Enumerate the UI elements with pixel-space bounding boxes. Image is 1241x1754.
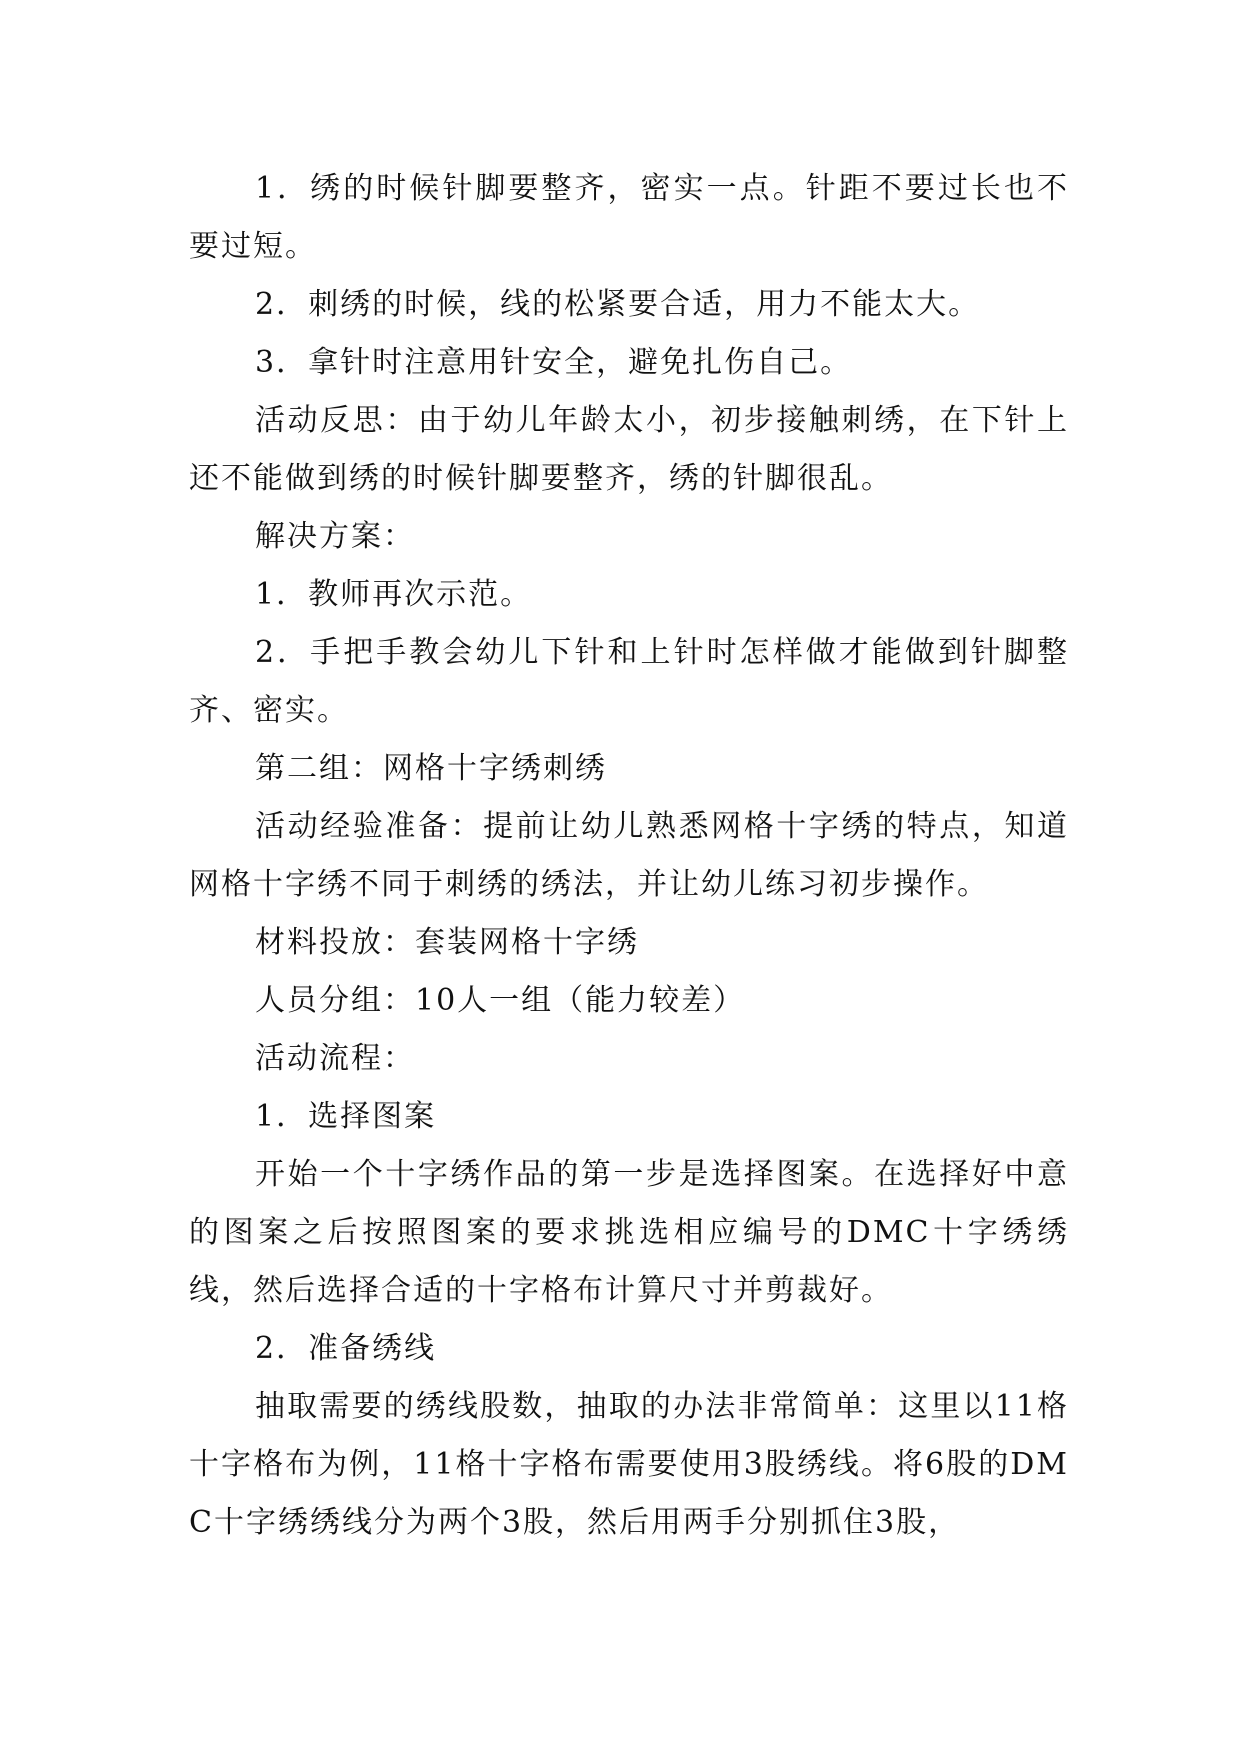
paragraph: 解决方案： <box>255 519 415 554</box>
paragraph: 开始一个十字绣作品的第一步是选择图案。在选择好中意的图案之后按照图案的要求挑选相应编号的DMC十字绣绣线，然后选择合适的十字格布计算尺寸并剪裁好。 <box>189 1157 1069 1308</box>
paragraph: 人员分组：10人一组（能力较差） <box>255 983 746 1018</box>
paragraph: 3．拿针时注意用针安全，避免扎伤自己。 <box>255 345 853 380</box>
document-body <box>189 160 1069 1552</box>
paragraph: 1．教师再次示范。 <box>255 577 533 612</box>
paragraph: 1．绣的时候针脚要整齐，密实一点。针距不要过长也不要过短。 <box>189 171 1069 264</box>
paragraph: 2．刺绣的时候，线的松紧要合适，用力不能太大。 <box>255 287 981 322</box>
paragraph: 活动经验准备：提前让幼儿熟悉网格十字绣的特点，知道网格十字绣不同于刺绣的绣法，并让幼儿练习初步操作。 <box>189 809 1069 902</box>
paragraph: 活动反思：由于幼儿年龄太小，初步接触刺绣，在下针上还不能做到绣的时候针脚要整齐，绣的针脚很乱。 <box>189 403 1069 496</box>
paragraph: 活动流程： <box>255 1041 415 1076</box>
paragraph: 抽取需要的绣线股数，抽取的办法非常简单：这里以11格十字格布为例，11格十字格布需要使用3股绣线。将6股的DMC十字绣绣线分为两个3股，然后用两手分别抓住3股， <box>189 1389 1069 1540</box>
step-heading: 1．选择图案 <box>255 1099 437 1134</box>
paragraph: 材料投放：套装网格十字绣 <box>255 925 639 960</box>
section-heading: 第二组：网格十字绣刺绣 <box>255 751 607 786</box>
step-heading: 2．准备绣线 <box>255 1331 437 1366</box>
paragraph: 2．手把手教会幼儿下针和上针时怎样做才能做到针脚整齐、密实。 <box>189 635 1069 728</box>
